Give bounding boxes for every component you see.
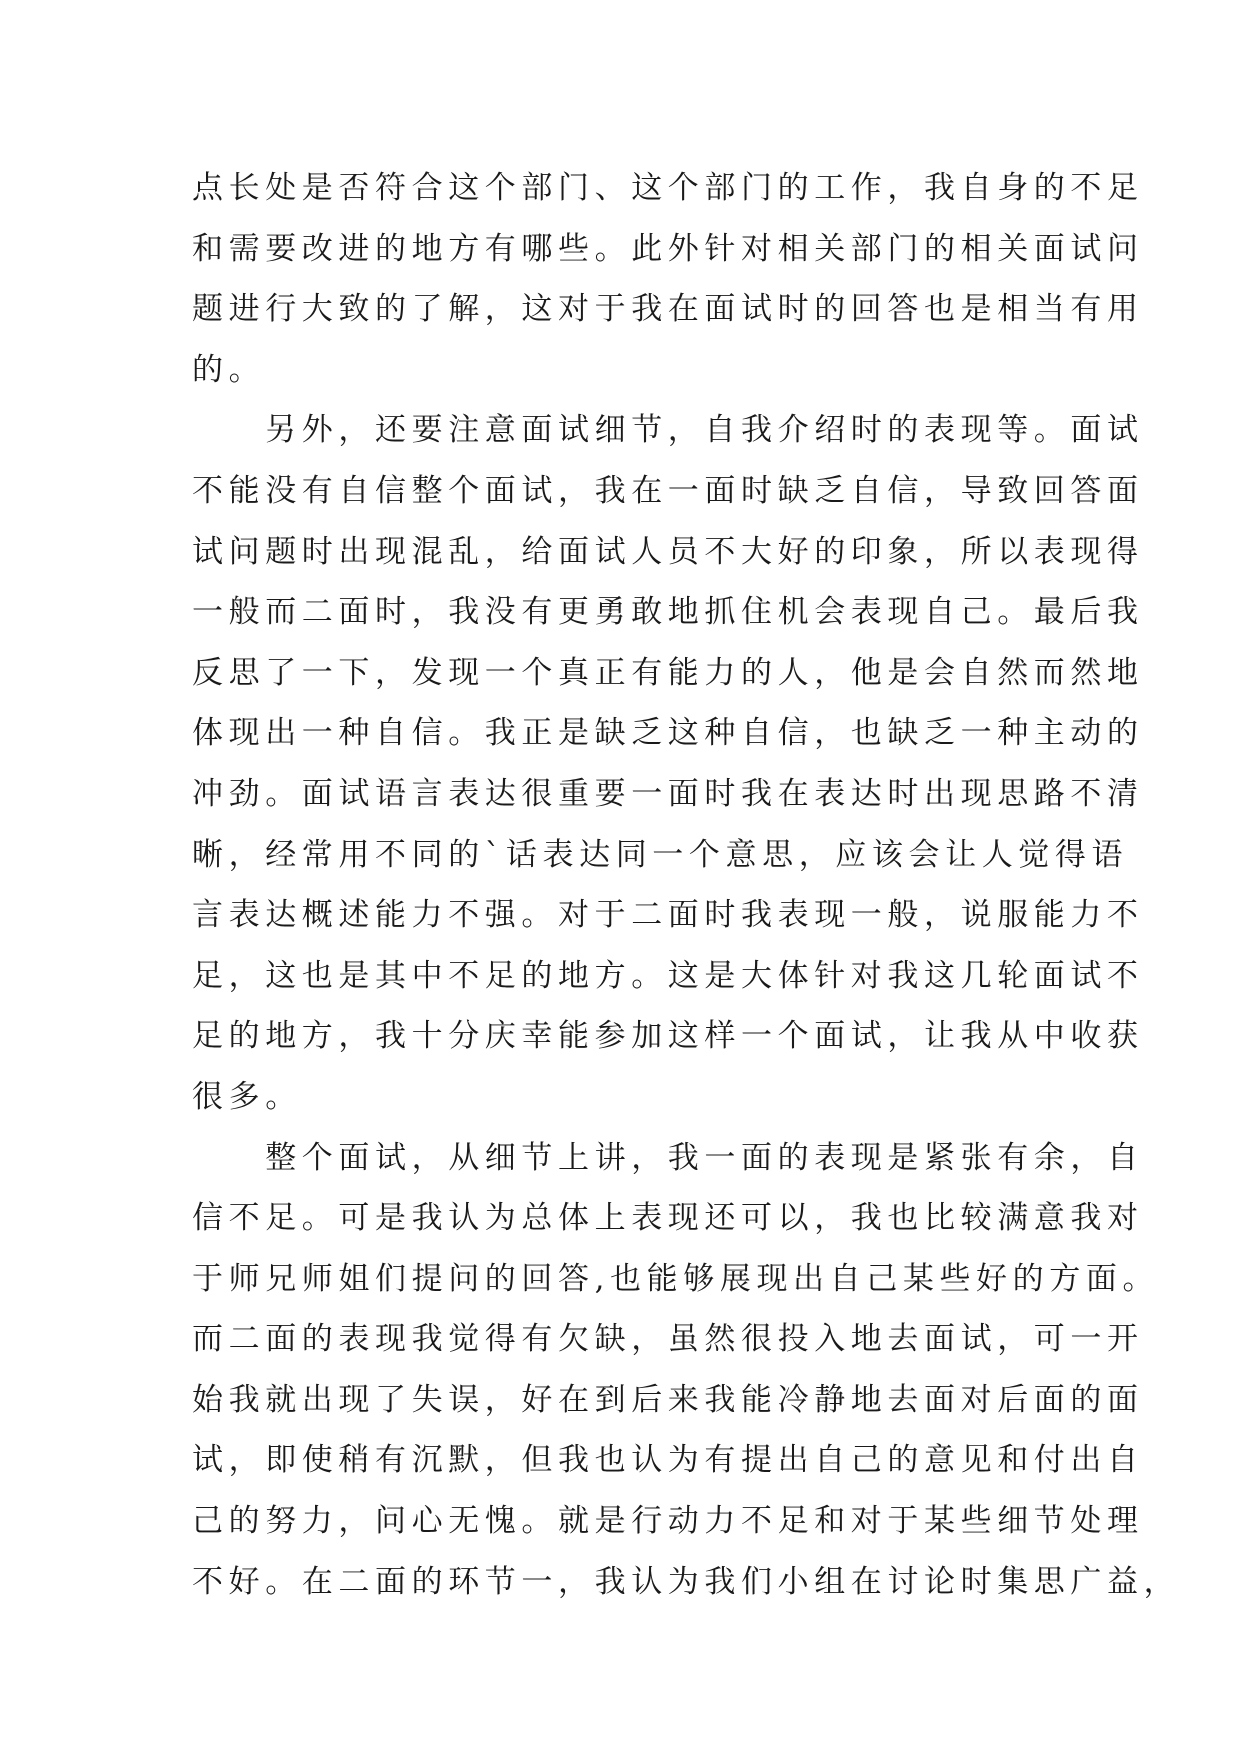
text-line: 一般而二面时，我没有更勇敢地抓住机会表现自己。最后我 xyxy=(192,594,1144,631)
text-line: 不能没有自信整个面试，我在一面时缺乏自信，导致回答面 xyxy=(192,472,1144,509)
text-line: 点长处是否符合这个部门、这个部门的工作，我自身的不足 xyxy=(192,170,1144,206)
text-line: 而二面的表现我觉得有欠缺，虽然很投入地去面试，可一开 xyxy=(192,1321,1144,1358)
text-line: 始我就出现了失误，好在到后来我能冷静地去面对后面的面 xyxy=(192,1381,1144,1418)
text-line: 很多。 xyxy=(192,1078,302,1115)
text-line: 另外，还要注意面试细节，自我介绍时的表现等。面试 xyxy=(192,412,1144,449)
text-line: 不好。在二面的环节一，我认为我们小组在讨论时集思广益， xyxy=(192,1563,1181,1600)
text-line: 足的地方，我十分庆幸能参加这样一个面试，让我从中收获 xyxy=(192,1018,1144,1055)
text-line: 于师兄师姐们提问的回答,也能够展现出自己某些好的方面。 xyxy=(192,1260,1160,1297)
text-line: 言表达概述能力不强。对于二面时我表现一般，说服能力不 xyxy=(192,897,1144,934)
text-line: 和需要改进的地方有哪些。此外针对相关部门的相关面试问 xyxy=(192,230,1144,267)
text-line: 整个面试，从细节上讲，我一面的表现是紧张有余，自 xyxy=(192,1139,1144,1176)
text-line: 足，这也是其中不足的地方。这是大体针对我这几轮面试不 xyxy=(192,957,1144,994)
text-line: 反思了一下，发现一个真正有能力的人，他是会自然而然地 xyxy=(192,654,1144,691)
text-line: 的。 xyxy=(192,351,266,388)
text-line: 题进行大致的了解，这对于我在面试时的回答也是相当有用 xyxy=(192,291,1144,328)
text-line: 试问题时出现混乱，给面试人员不大好的印象，所以表现得 xyxy=(192,533,1144,570)
text-line: 信不足。可是我认为总体上表现还可以，我也比较满意我对 xyxy=(192,1200,1144,1237)
text-line: 冲劲。面试语言表达很重要一面时我在表达时出现思路不清 xyxy=(192,775,1144,812)
text-line: 己的努力，问心无愧。就是行动力不足和对于某些细节处理 xyxy=(192,1503,1144,1540)
text-line: 体现出一种自信。我正是缺乏这种自信，也缺乏一种主动的 xyxy=(192,715,1144,752)
text-line: 试，即使稍有沉默，但我也认为有提出自己的意见和付出自 xyxy=(192,1442,1144,1479)
document-body xyxy=(192,158,1181,1612)
text-line: 晰，经常用不同的`话表达同一个意思，应该会让人觉得语 xyxy=(192,836,1129,873)
